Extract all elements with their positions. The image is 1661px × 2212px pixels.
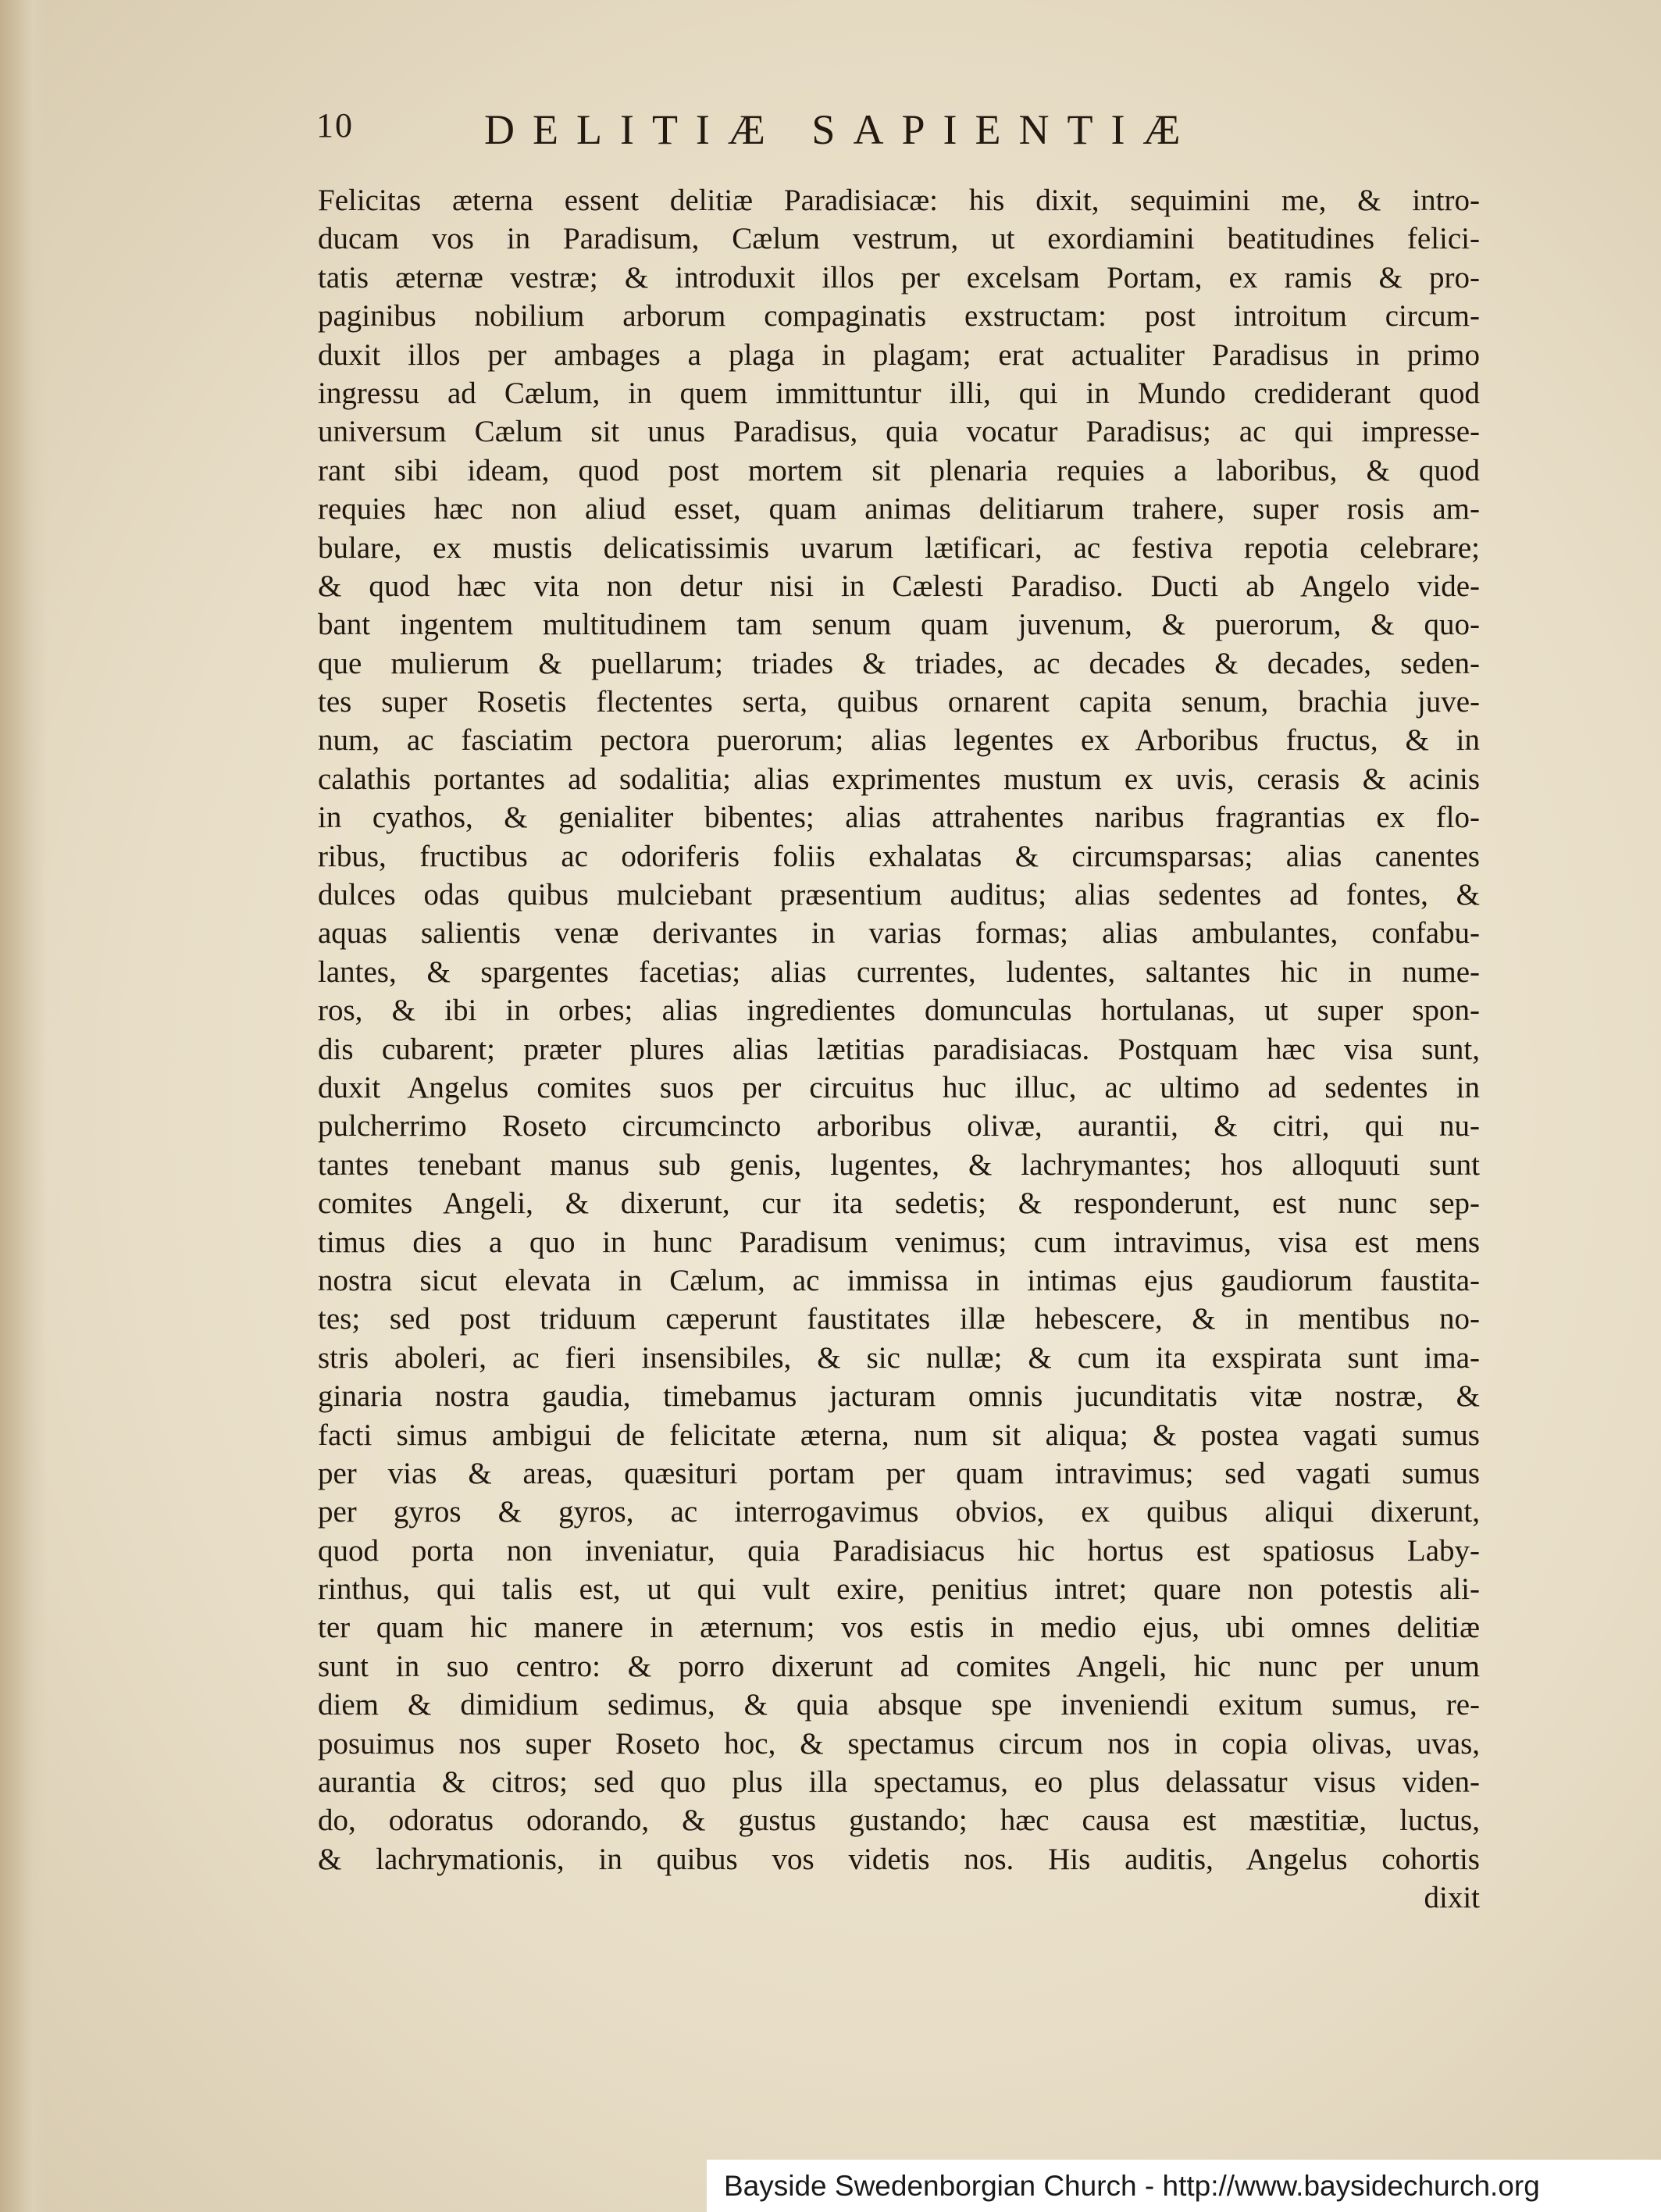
text-line: dis cubarent; præter plures alias lætitias paradisiacas. Postquam hæc visa sunt, xyxy=(318,1032,1480,1066)
text-line: timus dies a quo in hunc Paradisum venimus; cum intravimus, visa est mens xyxy=(318,1225,1480,1259)
text-line: comites Angeli, & dixerunt, cur ita sedetis; & responderunt, est nunc sep- xyxy=(318,1186,1480,1221)
text-line: per vias & areas, quæsituri portam per quam intravimus; sed vagati sumus xyxy=(318,1456,1480,1490)
text-line: ros, & ibi in orbes; alias ingredientes domunculas hortulanas, ut super spon- xyxy=(318,994,1480,1028)
text-line: duxit illos per ambages a plaga in plagam; erat actualiter Paradisus in primo xyxy=(318,337,1480,372)
text-line: & lachrymationis, in quibus vos videtis nos. His auditis, Angelus cohortis xyxy=(318,1842,1480,1876)
text-line: tatis æternæ vestræ; & introduxit illos per excelsam Portam, ex ramis & pro- xyxy=(318,260,1480,294)
running-title: DELITIÆ SAPIENTIÆ xyxy=(484,106,1199,153)
text-line: & quod hæc vita non detur nisi in Cælesti Paradiso. Ducti ab Angelo vide- xyxy=(318,569,1480,603)
text-line: stris aboleri, ac fieri insensibiles, & sic nullæ; & cum ita exspirata sunt ima- xyxy=(318,1340,1480,1375)
watermark-banner: Bayside Swedenborgian Church - http://www.baysidechurch.org xyxy=(707,2160,1661,2212)
text-line: tantes tenebant manus sub genis, lugentes, & lachrymantes; hos alloquuti sunt xyxy=(318,1147,1480,1182)
text-line: tes; sed post triduum cæperunt faustitates illæ hebescere, & in mentibus no- xyxy=(318,1302,1480,1336)
text-line: pulcherrimo Roseto circumcincto arboribus olivæ, aurantii, & citri, qui nu- xyxy=(318,1109,1480,1143)
text-line: diem & dimidium sedimus, & quia absque spe inveniendi exitum sumus, re- xyxy=(318,1688,1480,1722)
text-line: ribus, fructibus ac odoriferis foliis exhalatas & circumsparsas; alias canentes xyxy=(318,839,1480,873)
text-line: ingressu ad Cælum, in quem immittuntur illi, qui in Mundo crediderant quod xyxy=(318,376,1480,410)
text-line: nostra sicut elevata in Cælum, ac immissa in intimas ejus gaudiorum faustita- xyxy=(318,1263,1480,1297)
text-line: sunt in suo centro: & porro dixerunt ad comites Angeli, hic nunc per unum xyxy=(318,1649,1480,1683)
text-line: aquas salientis venæ derivantes in varias formas; alias ambulantes, confabu- xyxy=(318,916,1480,951)
text-line: per gyros & gyros, ac interrogavimus obvios, ex quibus aliqui dixerunt, xyxy=(318,1495,1480,1529)
text-line: Felicitas æterna essent delitiæ Paradisiacæ: his dixit, sequimini me, & intro- xyxy=(318,184,1480,217)
text-line: aurantia & citros; sed quo plus illa spectamus, eo plus delassatur visus viden- xyxy=(318,1765,1480,1800)
text-line: requies hæc non aliud esset, quam animas delitiarum trahere, super rosis am- xyxy=(318,492,1480,526)
text-line: ter quam hic manere in æternum; vos estis in medio ejus, ubi omnes delitiæ xyxy=(318,1611,1480,1645)
text-line: quod porta non inveniatur, quia Paradisiacus hic hortus est spatiosus Laby- xyxy=(318,1533,1480,1568)
text-line: duxit Angelus comites suos per circuitus huc illuc, ac ultimo ad sedentes in xyxy=(318,1070,1480,1104)
text-line: calathis portantes ad sodalitia; alias exprimentes mustum ex uvis, cerasis & acinis xyxy=(318,762,1480,796)
text-line: rant sibi ideam, quod post mortem sit plenaria requies a laboribus, & quod xyxy=(318,453,1480,487)
text-line: dulces odas quibus mulciebant præsentium auditus; alias sedentes ad fontes, & xyxy=(318,878,1480,912)
text-line: dixit xyxy=(1424,1881,1480,1915)
text-line: que mulierum & puellarum; triades & triades, ac decades & decades, seden- xyxy=(318,646,1480,680)
text-line: posuimus nos super Roseto hoc, & spectamus circum nos in copia olivas, uvas, xyxy=(318,1726,1480,1761)
text-line: lantes, & spargentes facetias; alias currentes, ludentes, saltantes hic in nume- xyxy=(318,954,1480,989)
page-number: 10 xyxy=(316,106,354,144)
text-line: bant ingentem multitudinem tam senum quam juvenum, & puerorum, & quo- xyxy=(318,608,1480,642)
text-line: do, odoratus odorando, & gustus gustando; hæc causa est mæstitiæ, luctus, xyxy=(318,1803,1480,1838)
text-line: universum Cælum sit unus Paradisus, quia vocatur Paradisus; ac qui impresse- xyxy=(318,415,1480,449)
text-line: ginaria nostra gaudia, timebamus jacturam omnis jucunditatis vitæ nostræ, & xyxy=(318,1379,1480,1414)
page-gutter-shadow xyxy=(0,0,47,2212)
text-line: num, ac fasciatim pectora puerorum; alias legentes ex Arboribus fructus, & in xyxy=(318,723,1480,758)
text-line: bulare, ex mustis delicatissimis uvarum lætificari, ac festiva repotia celebrare; xyxy=(318,530,1480,565)
text-line: in cyathos, & genialiter bibentes; alias attrahentes naribus fragrantias ex flo- xyxy=(318,801,1480,835)
text-line: tes super Rosetis flectentes serta, quibus ornarent capita senum, brachia juve- xyxy=(318,685,1480,719)
text-line: rinthus, qui talis est, ut qui vult exire, penitius intret; quare non potestis ali- xyxy=(318,1572,1480,1607)
text-line: facti simus ambigui de felicitate æterna, num sit aliqua; & postea vagati sumus xyxy=(318,1418,1480,1452)
page-header xyxy=(316,105,1488,168)
text-line: paginibus nobilium arborum compaginatis exstructam: post introitum circum- xyxy=(318,299,1480,334)
text-line: ducam vos in Paradisum, Cælum vestrum, ut exordiamini beatitudines felici- xyxy=(318,222,1480,256)
body-text xyxy=(318,181,1480,1918)
